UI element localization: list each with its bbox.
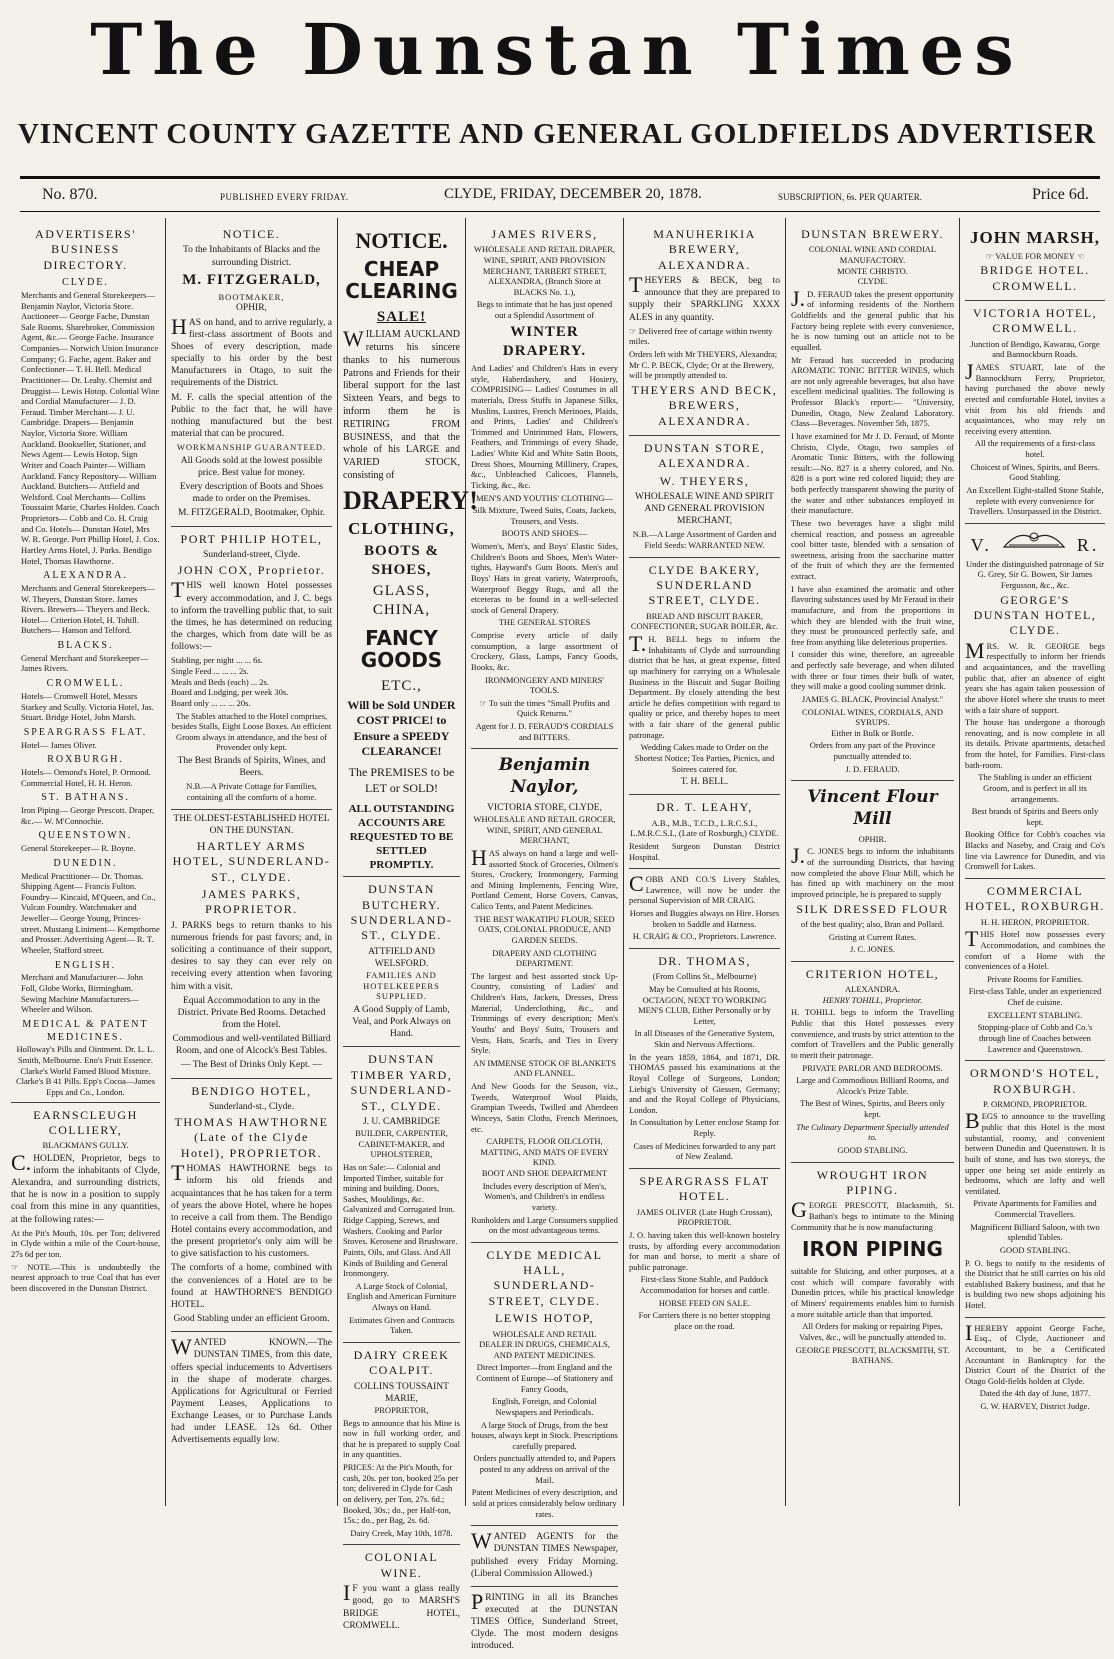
stuart-choice: Choicest of Wines, Spirits, and Beers. Good Stabling.	[970, 461, 1100, 483]
dairy-prices: PRICES: At the Pit's Mouth, for cash, 20s. per ton, booked 25s per ton; delivered in Clyde for Cash on delivery, per Ton, 27s. 6d.; Booked, 30s.; do., per Half-ton, 15s.; do., per Bag, 2s. 6d.	[343, 1462, 459, 1526]
bakery-body: T.H. BELL begs to inform the Inhabitants of Clyde and surrounding district that he has, at great expense, fitted up machinery for carrying on a Wholesale Business in the Biscuit and Sugar Boiling Department. By closely attending the best article he defies competition with regard to quality or price, and thereby hopes to meet with a fair share of the general public patronage.	[629, 631, 780, 740]
george-body: MRS. W. R. GEORGE begs respectfully to inform her friends and acquaintances, and the travelling public that, after an absence of eight years she has again taken possession of the above Hotel where she trusts to meet with a fair share of support.	[965, 637, 1105, 715]
brewery-body: THEYERS & BECK, beg to announce that they are prepared to supply their SPARKLING XXXX ALES in any quantity.	[629, 272, 780, 323]
dairy-title: DAIRY CREEK COALPIT.	[353, 1347, 450, 1378]
port-nb: N.B.—A Private Cottage for Families, containing all the comforts of a home.	[186, 781, 317, 802]
commercial-heron: H. H. HERON, PROPRIETOR.	[980, 916, 1090, 927]
rivers-motto: ☞ To suit the times "Small Profits and Quick Returns."	[479, 697, 610, 719]
criterion-stabling: GOOD STABLING.	[837, 1144, 908, 1155]
fitz-body2: M. F. calls the special attention of the Public to the fact that, he will have nothing manufactured but the best material that can be procured.	[171, 392, 332, 440]
advert-vincent-flour-mill	[791, 781, 954, 961]
ormond-body: BEGS to announce to the travelling public that this Hotel is the most substantial, roomy, and convenient between Dunedin and Queenstown. It is built of stone, and has two storeys, the upper one being set aside entirely as bedrooms, which are lofty and well ventilated.	[965, 1108, 1105, 1196]
auckland-fancy: FANCY GOODS	[360, 625, 443, 672]
dairy-prop: PROPRIETOR,	[374, 1404, 429, 1415]
ormond-po: P. O. begs to notify to the residents of the District that he still carries on his old established Bakery business, and that he is building two new shops adjoining his Hotel.	[965, 1257, 1105, 1311]
heron-table: First-class Table, under an experienced Chef de cuisine.	[968, 986, 1102, 1008]
dunstan-store-owner: W. THEYERS,	[659, 473, 750, 488]
feraud-cordials: COLONIAL WINES, CORDIALS, AND SYRUPS.	[802, 706, 943, 728]
timber-title: DUNSTAN TIMBER YARD, SUNDERLAND-ST., CLYDE.	[350, 1052, 453, 1113]
advert-colonial-wine	[343, 1545, 460, 1637]
dateline	[20, 186, 1100, 208]
auckland-premises: The PREMISES to be LET or SOLD!	[348, 765, 455, 795]
naylor-drapery: DRAPERY AND CLOTHING DEPARTMENT.	[492, 947, 597, 969]
brewery-sign: THEYERS AND BECK, BREWERS, ALEXANDRA.	[631, 382, 778, 428]
thomas-from: (From Collins St., Melbourne)	[652, 971, 757, 982]
port-street: Sunderland-street, Clyde.	[203, 549, 300, 560]
speargrass-body: J. O. having taken this well-known hostelry trusts, by affording every accommodation for man and horse, to merit a share of public patronage.	[629, 1229, 780, 1272]
rivers-agent: Agent for J. D. FERAUD'S CORDIALS and BITTERS.	[475, 721, 614, 742]
advert-hartley-arms	[171, 810, 332, 1079]
issue-date: CLYDE, FRIDAY, DECEMBER 20, 1878.	[444, 186, 702, 202]
auckland-cheap: CHEAP CLEARING	[345, 257, 458, 304]
advert-benjamin-naylor	[471, 749, 618, 1242]
directory-section-queenstown: QUEENSTOWN.	[38, 830, 133, 842]
marsh-bridge-hotel: BRIDGE HOTEL. CROMWELL.	[980, 263, 1090, 293]
stuart-stable: An Excellent Eight-stalled Stone Stable, replete with every convenience for Travellers. Unsurpassed in the District.	[966, 484, 1104, 517]
george-brands: Best brands of Spirits and Beers only kept.	[971, 806, 1099, 827]
masthead-rule	[20, 176, 1100, 179]
criterion-tohill: HENRY TOHILL, Proprietor.	[822, 994, 923, 1005]
advert-manuherikia-brewery	[629, 222, 780, 436]
advert-port-philip-hotel	[171, 527, 332, 810]
directory-section-roxburgh: ROXBURGH.	[47, 754, 124, 766]
george-patronage: Under the distinguished patronage of Sir G. Grey, Sir G. Bowen, Sir James Fergusson, &c., &c.	[965, 558, 1105, 591]
stuart-body: JAMES STUART, late of the Bannockburn Ferry, Proprietor, having purchased the above newly erected and comfortable Hotel, invites a visit from his old friends and acquaintances, who may rely on receiving every attention.	[965, 359, 1105, 436]
rivers-mens: MEN'S AND YOUTHS' CLOTHING—	[475, 492, 614, 503]
fitz-every: Every description of Boots and Shoes made to order on the Premises.	[179, 482, 324, 505]
fitz-trade: BOOTMAKER,	[218, 291, 285, 302]
bendigo-owner: THOMAS HAWTHORNE (Late of the Clyde Hotel), PROPRIETOR.	[174, 1115, 329, 1160]
fitz-name: M. FITZGERALD,	[182, 271, 321, 288]
thomas-consult: In Consultation by Letter enclose Stamp for Reply.	[629, 1117, 780, 1139]
advert-dunstan-butchery	[343, 877, 460, 1047]
advert-dr-leahy	[629, 795, 780, 869]
george-title: GEORGE'S DUNSTAN HOTEL, CLYDE.	[973, 592, 1097, 638]
column-2	[166, 218, 338, 1506]
dairy-name: COLLINS TOUSSAINT MARIE,	[354, 1381, 449, 1404]
advert-ormonds-hotel	[965, 1061, 1105, 1318]
hotop-stock: A large Stock of Drugs, from the best houses, always kept in Stock. Prescriptions carefully prepared.	[471, 1419, 618, 1451]
published-note: PUBLISHED EVERY FRIDAY.	[220, 192, 349, 202]
naylor-title: Benjamin Naylor,	[498, 755, 591, 798]
bendigo-body: THOMAS HAWTHORNE begs to inform his old friends and acquaintances that he has taken for a term of years the above Hotel, where he hopes to receive a call from them. The Bendigo Hotel contains every accommodation, and the present proprietor's only aim will be to give satisfaction to his customers.	[171, 1160, 332, 1260]
auckland-body: WILLIAM AUCKLAND returns his sincere thanks to his numerous Patrons and Friends for their liberal support for the last Sixteen Years, and begs to inform them he is RETIRING FROM BUSINESS, and that the whole of his LARGE and VARIED STOCK, consisting of	[343, 326, 460, 482]
rivers-ironmongery: IRONMONGERY AND MINERS' TOOLS.	[485, 674, 604, 696]
crest-v: V.	[970, 534, 992, 555]
auckland-accounts: ALL OUTSTANDING ACCOUNTS ARE REQUESTED TO BE SETTLED PROMPTLY.	[348, 802, 455, 872]
heron-stabling: EXCELLENT STABLING.	[987, 1009, 1083, 1020]
ormond-owner: P. ORMOND, PROPRIETOR.	[983, 1098, 1087, 1109]
port-rate: Meals and Beds (each) ... 2s.	[171, 676, 269, 687]
feraud-monte: MONTE CHRISTO.	[837, 265, 908, 276]
column-7	[960, 218, 1110, 1506]
feraud-body2: Mr Feraud has succeeded in producing AROMATIC TONIC BITTER WINES, which are not only agreeable beverages, but also have excellent medicinal qualities. The following is Professor Black's report:— "University, Dunedin, Otago, New Zealand Laboratory. Class—Beverages. November 5th, 1875.	[791, 354, 954, 429]
auckland-sold: Will be Sold UNDER COST PRICE! to Ensure a SPEEDY CLEARANCE!	[347, 697, 456, 758]
column-6	[786, 218, 960, 1506]
harvey-date: Dated the 4th day of June, 1877.	[979, 1388, 1091, 1399]
hartley-commodious: Commodious and well-ventilated Billiard Room, and one of Alcock's Best Tables.	[172, 1034, 331, 1057]
bakery-sign: T. H. BELL.	[680, 777, 729, 788]
advert-harvey-notice	[965, 1318, 1105, 1418]
butchery-title: DUNSTAN BUTCHERY. SUNDERLAND-ST., CLYDE.	[350, 882, 453, 943]
advert-georges-hotel	[965, 524, 1105, 879]
newspaper-title: The Dunstan Times	[90, 8, 1024, 91]
speargrass-owner: JAMES OLIVER (Late Hugh Crossan), PROPRIETOR.	[636, 1206, 773, 1228]
fitz-body: HAS on hand, and to arrive regularly, a first-class assortment of Boots and Shoes of every description, made specially to his order by the best Manufacturers in Otago, to suit the requirements of the District.	[171, 313, 332, 389]
harvey-sign: G. W. HARVEY, District Judge.	[980, 1401, 1090, 1412]
thomas-title: DR. THOMAS,	[658, 953, 751, 968]
wanted-body: WANTED KNOWN.—The DUNSTAN TIMES, from this date, offers special inducements to Advertisers in the shape of moderate charges. Applications for Agricultural or Ferried Payment Leases, Applications to Exchange Leases, or to Purchase Lands had under LEASE. 12s 6d. Other Advertisements equally low.	[171, 1334, 332, 1446]
butchery-body: A Good Supply of Lamb, Veal, and Pork Always on Hand.	[352, 1005, 451, 1040]
fitz-place: OPHIR,	[236, 303, 267, 314]
business-directory	[11, 222, 160, 1103]
royal-crest	[965, 527, 1105, 557]
criterion-body: H. TOHILL begs to inform the Travelling Public that this Hotel possesses every convenience, and trusts by strict attention to the comfort of Travellers and the Public generally to merit their patronage.	[791, 1007, 954, 1060]
advert-criterion-hotel	[791, 962, 954, 1163]
rivers-body: Begs to intimate that he has just opened out a Splendid Assortment of	[476, 299, 613, 321]
dunstan-store-trade: WHOLESALE WINE AND SPIRIT AND GENERAL PROVISION MERCHANT,	[635, 491, 774, 527]
subscription-note: SUBSCRIPTION, 6s. PER QUARTER.	[778, 192, 922, 202]
colonial-title: COLONIAL WINE AND CORDIAL MANUFACTORY.	[808, 244, 937, 265]
port-rate: Board only ... ... ... 20s.	[171, 697, 251, 708]
port-owner: JOHN COX, Proprietor.	[177, 563, 326, 578]
prescott-sign: GEORGE PRESCOTT, BLACKSMITH, ST. BATHANS.	[795, 1344, 950, 1366]
port-rate: Board and Lodging, per week 30s.	[171, 687, 289, 698]
naylor-carpets: CARPETS, FLOOR OILCLOTH, MATTING, AND MATS OF EVERY KIND.	[480, 1136, 609, 1168]
criterion-culinary: The Culinary Department Specially attended to.	[796, 1121, 949, 1143]
dateline-rule	[20, 211, 1100, 212]
naylor-blankets: AN IMMENSE STOCK OF BLANKETS AND FLANNEL.	[473, 1057, 616, 1079]
agents-body: WANTED AGENTS for the DUNSTAN TIMES Newspaper, published every Friday Morning. (Liberal Commission Allowed.)	[471, 1528, 618, 1579]
earnscleugh-rates: At the Pit's Mouth, 10s. per Ton; delivered in Clyde within a mile of the Court-house, 27s 6d per ton.	[11, 1227, 160, 1260]
thomas-diseases: In all Diseases of the Generative System, Skin and Nervous Affections.	[634, 1028, 775, 1050]
bakery-trade: BREAD AND BISCUIT BAKER, CONFECTIONER, SUGAR BOILER, &c.	[630, 610, 779, 632]
silk-flour: SILK DRESSED FLOUR	[796, 901, 949, 916]
jones-sign: J. C. JONES.	[849, 944, 896, 955]
prescott-orders: All Orders for making or repairing Pipes, Valves, &c., will be punctually attended to.	[799, 1321, 946, 1342]
hartley-title: HARTLEY ARMS HOTEL, SUNDERLAND-ST., CLYDE.	[172, 838, 331, 884]
advert-commercial-hotel	[965, 879, 1105, 1061]
speargrass-stable: First-class Stone Stable, and Paddock Accommodation for horses and cattle.	[639, 1274, 770, 1295]
fitz-sign: M. FITZGERALD, Bootmaker, Ophir.	[177, 508, 326, 519]
issue-number: No. 870.	[42, 186, 98, 203]
naylor-drapery-body: The largest and best assorted stock Up-Country, consisting of Ladies' and Children's Hats, Jackets, Dresses, Dress Material, Underclothing, &c., and Trimmings of every description; Men's Youths' and Boys' Suits, Trousers and Vests, Hats, Scarfs, and Ties in Every Style.	[471, 970, 618, 1056]
page-columns	[6, 218, 1110, 1652]
fitz-guaranteed: WORKMANSHIP GUARANTEED.	[176, 442, 327, 453]
naylor-sub: WHOLESALE AND RETAIL GROCER, WINE, SPIRIT, AND GENERAL MERCHANT,	[473, 814, 616, 846]
auckland-sale: SALE!	[376, 309, 427, 326]
crest-icon	[999, 527, 1069, 551]
advert-timber-yard	[343, 1047, 460, 1342]
directory-section-cromwell: CROMWELL.	[46, 678, 125, 690]
bakery-wedding: Wedding Cakes made to Order on the Shortest Notice; Tea Parties, Picnics, and Soirees catered for.	[634, 742, 775, 774]
directory-entries-dunedin: Medical Practitioner— Dr. Thomas. Shipping Agent— Francis Fulton. Foundry— Kincaid, M'Queen, and Co., Vulcan Foundry. Watchmaker and Jeweller— George Young, Princes-street. Mustang Liniment— Kempthorne and Prosser. Advertising Agent— R. T. Wheeler, Stafford street.	[21, 870, 160, 955]
directory-section-blacks: BLACKS.	[57, 640, 114, 652]
earnscleugh-body: C.HOLDEN, Proprietor, begs to inform the inhabitants of Clyde, Alexandra, and surrounding districts, that he is now in a position to supply coal from this mine in any quantities, at the following rates:—	[11, 1149, 160, 1225]
bendigo-body2: The comforts of a home, combined with the conveniences of a Hotel are to be found at HAWTHORNE'S BENDIGO HOTEL.	[171, 1263, 332, 1310]
criterion-wines: The Best of Wines, Spirits, and Beers only kept.	[800, 1098, 945, 1120]
leahy-quals: A.B., M.B., T.C.D., L.R.C.S.I., L.M.R.C.S.I., (Late of Roxburgh,) CLYDE.	[630, 817, 779, 839]
criterion-title: CRITERION HOTEL,	[805, 966, 940, 981]
ormond-stabling: GOOD STABLING.	[999, 1244, 1071, 1255]
speargrass-title: SPEARGRASS FLAT HOTEL.	[639, 1173, 770, 1204]
george-stabling: The Stabling is under an efficient Groom, and is perfect in all its arrangements.	[978, 772, 1092, 804]
speargrass-feed: HORSE FEED ON SALE.	[658, 1297, 751, 1308]
dairy-sign: Dairy Creek, May 10th, 1878.	[350, 1527, 453, 1538]
bendigo-title: BENDIGO HOTEL,	[191, 1083, 312, 1098]
directory-entries-queenstown: General Storekeeper— R. Boyne.	[21, 843, 136, 854]
heron-rooms: Private Rooms for Families.	[987, 973, 1083, 984]
hotop-orders: Orders punctually attended to, and Papers posted to any address on arrival of the Mail.	[473, 1453, 616, 1485]
directory-section-stbathans: ST. BATHANS.	[41, 792, 130, 804]
bendigo-street: Sunderland-st., Clyde.	[209, 1101, 294, 1112]
butchery-supplied: FAMILIES AND HOTELKEEPERS SUPPLIED.	[363, 970, 440, 1002]
stuart-req: All the requirements of a first-class hotel.	[974, 438, 1096, 460]
feraud-bulk: Either in Bulk or Bottle.	[831, 727, 914, 738]
wine-body: IF you want a glass really good, go to MARSH'S BRIDGE HOTEL, CROMWELL.	[343, 1580, 460, 1631]
cobb-body: COBB AND CO.'S Livery Stables, Lawrence, will now be under the personal Supervision of MR CRAIG.	[629, 871, 780, 906]
advert-lewis-hotop	[471, 1243, 618, 1526]
feraud-sign: J. D. FERAUD.	[845, 763, 900, 774]
column-directory	[6, 218, 166, 1506]
thomas-body: May be Consulted at his Rooms, OCTAGON, NEXT TO WORKING MEN'S CLUB, Either Personally or by Letter,	[638, 983, 771, 1026]
criterion-place: ALEXANDRA.	[844, 984, 900, 995]
advert-printing	[471, 1587, 618, 1659]
george-house: The house has undergone a thorough renovating, and is now complete in all its details. Private apartments, detached from the hotel, for Families. First-class bath-room.	[965, 717, 1105, 770]
column-4	[466, 218, 624, 1652]
port-brands: The Best Brands of Spirits, Wines, and Beers.	[177, 756, 326, 779]
advert-clyde-bakery	[629, 558, 780, 796]
rivers-stores: THE GENERAL STORES	[498, 617, 591, 628]
feraud-report: I have examined for Mr J. D. Feraud, of Monte Christo, Clyde, Otago, two samples of Aromatic Tonic Bitters, with the following result:—No. 827 is a sherry colored, and No. 828 is a port wine red colored liquid; they are both perfectly transparent showing the purity of the water and other substances employed in their manufacture.	[791, 430, 954, 516]
advert-dairy-creek	[343, 1343, 460, 1546]
feraud-report3: I have also examined the aromatic and other flavoring substances used by Mr Feraud in their manufacture, and from the proportions in which they are blended with the fruit wine, they must be pronounced perfectly safe, and free from anything like deleterious properties.	[791, 583, 954, 647]
advert-wanted-known	[171, 1332, 332, 1452]
directory-entries-blacks: General Merchant and Storekeeper— James Rivers.	[21, 652, 149, 674]
auckland-glass: GLASS, CHINA,	[372, 583, 431, 619]
criterion-billiard: Large and Commodious Billiard Rooms, and Alcock's Prize Table.	[796, 1075, 949, 1096]
naylor-flour: THE BEST WAKATIPU FLOUR, SEED OATS, COLONIAL PRODUCE, AND GARDEN SEEDS.	[474, 913, 615, 945]
fitz-goods: All Goods sold at the lowest possible price. Best value for money.	[180, 455, 323, 478]
crest-r: R.	[1076, 534, 1100, 555]
flour-place: OPHIR.	[858, 833, 887, 844]
timber-stock: A Large Stock of Colonial, English and American Furniture Always on Hand.	[346, 1280, 457, 1313]
leahy-title: DR. T. LEAHY,	[656, 800, 753, 815]
directory-entries-cromwell: Hotels— Cromwell Hotel, Messrs Starkey and Scully. Victoria Hotel, Jas. Stuart. Bridge Hotel, John Marsh.	[21, 690, 154, 723]
directory-entries-roxburgh: Hotels— Ormond's Hotel, P. Ormond. Commercial Hotel, H. H. Heron.	[21, 766, 151, 788]
dunstan-store-nb: N.B.—A Large Assortment of Garden and Field Seeds: WARRANTED NEW.	[632, 529, 777, 551]
criterion-parlor: PRIVATE PARLOR AND BEDROOMS.	[802, 1062, 943, 1073]
rivers-sub: WHOLESALE AND RETAIL DRAPER, WINE, SPIRIT, AND PROVISION MERCHANT, TARBERT STREET, ALEXANDRA, (Branch Store at BLACKS No. 1.),	[473, 244, 616, 297]
fitz-to-inhabitants: To the Inhabitants of Blacks and the surrounding District.	[182, 245, 321, 268]
masthead	[0, 0, 1114, 203]
feraud-orders: Orders from any part of the Province punctually attended to.	[809, 740, 936, 762]
port-body: THIS well known Hotel possesses every accommodation, and J. C. begs to inform the travelling public that, to suit the times, he has determined on reducing the charges, which from date will be as follows:—	[171, 577, 332, 653]
ormond-private: Private Apartments for Families and Commercial Travellers.	[973, 1198, 1097, 1220]
bakery-title: CLYDE BAKERY, SUNDERLAND STREET, CLYDE.	[648, 562, 761, 608]
rivers-mens-body: Silk Mixture, Tweed Suits, Coats, Jackets, Trousers, and Vests.	[472, 505, 617, 526]
timber-owner: J. U. CAMBRIDGE	[362, 1116, 441, 1127]
cobb-horses: Horses and Buggies always on Hire. Horses broken to Saddle and Harness.	[629, 908, 780, 929]
port-rate: Stabling, per night ... ... 6s.	[171, 655, 263, 666]
naylor-store: VICTORIA STORE, CLYDE,	[487, 802, 602, 813]
directory-section-dunedin: DUNEDIN.	[53, 857, 118, 869]
heron-stopping: Stopping-place of Cobb and Co.'s through line of Coaches between Lawrence and Queenstown.	[977, 1022, 1093, 1054]
prescott-body2: suitable for Sluicing, and other purposes, at a cost which will compare favorably with Dunedin prices, while his practical knowledge of Miners' requirements enables him to furnish a more suitable article than that imported.	[791, 1266, 954, 1319]
advert-bendigo-hotel	[171, 1079, 332, 1333]
thomas-years: In the years 1859, 1864, and 1871, DR. THOMAS passed his examinations at the Royal College of Surgeons, London; Liebig's University of Giessen, Germany; and and the Royal College of Physicians, London.	[629, 1051, 780, 1115]
hotop-patent: Patent Medicines of every description, and sold at prices considerably below ordinary rates.	[471, 1487, 618, 1519]
george-booking: Booking Office for Cobb's coaches via Blacks and Naseby, and Craig and Co's line via Lawrence for Dunedin, and via Cromwell for Lakes.	[965, 829, 1105, 872]
hotop-sub: WHOLESALE AND RETAIL	[492, 1328, 597, 1339]
rivers-winter: WINTER DRAPERY.	[502, 323, 587, 359]
feraud-body: J.D. FERAUD takes the present opportunity of informing residents of the Northern Goldfields and the general public that his Factory being replete with every convenience, he is now turning out an article not to be equalled.	[791, 285, 954, 352]
advert-john-marsh	[965, 222, 1105, 301]
marsh-value: ☞ VALUE FOR MONEY ☜	[985, 250, 1085, 261]
naylor-boot: BOOT AND SHOE DEPARTMENT	[481, 1168, 608, 1179]
printing-body: PRINTING in all its Branches executed at the DUNSTAN TIMES Office, Sunderland Street, Clyde. The most modern designs introduced.	[471, 1588, 618, 1652]
flour-title: Vincent Flour Mill	[807, 787, 938, 830]
dunstan-brewery: DUNSTAN BREWERY.	[801, 227, 944, 241]
directory-entries-english: Merchant and Manufacturer— John Foll, Globe Works, Birmingham. Sewing Machine Manufacturers— Wheeler and Wilson.	[21, 972, 144, 1015]
rivers-title: JAMES RIVERS,	[491, 227, 598, 241]
feraud-report2: These two beverages have a slight mild chemical reaction, and possess an agreeable cool bitter taste, blended with a sensation of sweetness, arising from the saccharine matter of the fruit of which they are the fermented extract.	[791, 517, 954, 582]
timber-body: Has on Sale:— Colonial and Imported Timber, suitable for mining and building. Doors, Sashes, Mouldings, &c. Galvanized and Corrugated Iron. Ridge Capping, Screws, and Washers. Cooking and Parlor Stoves. Kerosene and Brushware. Paints, Oils, and Glass. And All Kinds of Building and General Ironmongery.	[343, 1161, 458, 1279]
advert-cobb-and-co	[629, 869, 780, 949]
auckland-drapery: DRAPERY!	[343, 485, 478, 515]
advert-wanted-agents	[471, 1526, 618, 1587]
hartley-owner: JAMES PARKS, PROPRIETOR.	[201, 887, 302, 917]
bendigo-stabling: Good Stabling under an efficient Groom.	[173, 1314, 330, 1325]
directory-section-speargrass: SPEARGRASS FLAT.	[23, 726, 148, 738]
hartley-best: — The Best of Drinks Only Kept. —	[181, 1060, 322, 1071]
port-title: PORT PHILIP HOTEL,	[180, 531, 323, 546]
black-sign: JAMES G. BLACK, Provincial Analyst."	[801, 693, 944, 704]
hartley-equal: Equal Accommodation to any in the District. Private Bed Rooms. Detached from the Hotel.	[177, 995, 326, 1030]
rivers-boots-body: Women's, Men's, and Boys' Elastic Sides, Children's Boots and Shoes, Men's Water-tights, Hayward's Gum Boots. Men's and Boys' Hats in great variety, Waterproofs, Waterproof Beggy Rugs, and all the etceteras to be found in a well-selected stock of General Drapery.	[471, 541, 618, 615]
directory-entries-stbathans: Iron Piping— George Prescott. Draper, &c.— W. M'Connochie.	[21, 805, 155, 826]
heron-body: THIS Hotel now possesses every Accommodation, and combines the comfort of a Home with the conveniences of a Hotel.	[965, 926, 1105, 972]
leahy-body: Resident Surgeon Dunstan District Hospital.	[629, 840, 780, 862]
brewery-title: MANUHERIKIA BREWERY, ALEXANDRA.	[653, 227, 756, 272]
rivers-list: And Ladies' and Children's Hats in every style, Haberdashery, and Hosiery, COMPRISING— Ladies' Costumes in all materials, Dress Stuffs in Japanese Silks, Muslins, Lustres, French Merinoes, Plaids, and Prints, Ladies' and Children's Trimmed and Untrimmed Hats, Flowers, Feathers, and Trimmings of every Shade, Ladies' White Kid and White Satin Boots, Dress Shoes, Mourning Millinery, Crapes, &c., Unbleached Calicoes, Flannels, Ticking, &c., &c.	[471, 363, 618, 490]
directory-section-english: ENGLISH.	[54, 959, 117, 971]
port-stables: The Stables attached to the Hotel comprises, besides Stalls, Eight Loose Boxes. An efficient Groom always in attendance, and the best of Provender only kept.	[171, 710, 332, 753]
timber-trades: BUILDER, CARPENTER, CABINET-MAKER, and UPHOLSTERER,	[355, 1128, 448, 1160]
butchery-owners: ATTFIELD AND WELSFORD.	[368, 946, 435, 969]
thomas-cases: Cases of Medicines forwarded to any part of New Zealand.	[633, 1140, 776, 1162]
directory-section-medical: MEDICAL & PATENT MEDICINES.	[22, 1018, 149, 1043]
hartley-intro: THE OLDEST-ESTABLISHED HOTEL ON THE DUNSTAN.	[173, 813, 330, 836]
rivers-stores-body: Comprise every article of daily consumption, a large assortment of Crockery, Glass, Lamps, Fancy Goods, Books, &c.	[471, 630, 618, 672]
harvey-body: IHEREBY appoint George Fache, Esq., of Clyde, Auctioneer and Accountant, to be a Certificated Accountant in Bankruptcy for the District Court of the District of the Otago Gold-fields holden at Clyde.	[965, 1319, 1105, 1386]
advert-victoria-hotel	[965, 301, 1105, 524]
directory-heading: ADVERTISERS' BUSINESS DIRECTORY.	[35, 227, 136, 272]
fitz-notice: NOTICE.	[222, 227, 281, 241]
directory-entries-alexandra: Merchants and General Storekeepers— W. Theyers, Dunstan Store. James Rivers. Brewers— Theyers and Beck. Hotel— Criterion Hotel, H. Tohill. Butchers— Hanson and Telford.	[21, 582, 155, 636]
prescott-body: GEORGE PRESCOTT, Blacksmith, St. Bathan's begs to intimate to the Mining Community that he is now manufacturing	[791, 1197, 954, 1232]
dairy-body: Begs to announce that his Mine is now in full working order, and that he is prepared to supply Coal in any quantities.	[343, 1417, 460, 1460]
brewery-orders: Orders left with Mr THEYERS, Alexandra; Mr C. P. BECK, Clyde; Or at the Brewery, will be promptly attended to.	[629, 348, 778, 381]
naylor-runholders: Runholders and Large Consumers supplied on the most advantageous terms.	[471, 1214, 618, 1236]
advert-auckland-sale	[343, 222, 478, 877]
directory-entries-clyde: Merchants and General Storekeepers— Benjamin Naylor, Victoria Store. Auctioneer— George Fache, Dunstan Sale Rooms. Sharebroker, Commission Agent, &c.— George Fache. Insurance Companies— Norwich Union Insurance Company; G. Fache, agent. Baker and Confectioner— T. H. Bell. Medical Practitioner— Dr. Leahy. Chemist and Druggist— Lewis Hotop. Colonial Wine and Cordial Manufacturer— J. D. Feraud. Timber Merchant— J. U. Cambridge. Drapers— Benjamin Naylor, Victoria Store. William Auckland. Bookseller, Stationer, and News Agent— Lewis Hotop. Sign Writer and Coach Painter— William Auckland. Fancy Repository— William Auckland. Butchers— Attfield and Welsford. Coal Merchants— Collins Toussaint Marie, Charles Holden. Coach Proprietors— Cobb and Co. H. Craig and Co. Hotels— Dunstan Hotel, Mrs W. R. George. Port Phillip Hotel, J. Cox. Hartley Arms Hotel, J. Parks. Bendigo Hotel, Thomas Hawthorne.	[21, 289, 160, 566]
hotop-papers: English, Foreign, and Colonial Newspapers and Periodicals.	[492, 1396, 597, 1417]
naylor-new: And New Goods for the Season, viz., Tweeds, Waterproof Wool Plaids, Grampian Tweeds, Twilled and Aberdeen Winceys, Satin Cloths, French Merinoes, etc.	[471, 1081, 618, 1134]
wrought-title: WROUGHT IRON PIPING.	[816, 1167, 929, 1197]
marsh-title: JOHN MARSH,	[970, 228, 1100, 247]
brewery-delivery: ☞ Delivered free of cartage within twenty miles.	[629, 325, 773, 347]
advert-dr-thomas	[629, 949, 780, 1169]
victoria-title: VICTORIA HOTEL, CROMWELL.	[972, 306, 1098, 336]
issue-price: Price 6d.	[1032, 186, 1089, 203]
wine-title: COLONIAL WINE.	[364, 1550, 439, 1580]
auckland-boots: BOOTS & SHOES,	[364, 542, 439, 579]
naylor-body: HAS always on hand a large and well-assorted Stock of Groceries, Oilmen's Stores, Crockery, Ironmongery, Farming and Mining Implements, Fencing Wire, Portland Cement, Horse Covers, Canvas, Calico Tents, and Patent Medicines.	[471, 844, 618, 912]
column-5	[624, 218, 786, 1506]
hotop-trade: DEALER IN DRUGS, CHEMICALS, AND PATENT MEDICINES.	[478, 1339, 611, 1360]
hartley-body: J. PARKS begs to return thanks to his numerous friends for past favors; and, in soliciting a continuance of their support, desires to say they can ever rely on receiving every attention when favoring him with a visit.	[171, 920, 332, 992]
commercial-title: COMMERCIAL HOTEL, ROXBURGH.	[965, 883, 1105, 914]
auckland-etc: ETC.,	[381, 677, 422, 694]
cobb-sign: H. CRAIG & CO., Proprietors. Lawrence.	[632, 931, 777, 942]
advert-earnscleugh-colliery	[11, 1103, 160, 1300]
jones-body: J.C. JONES begs to inform the inhabitants of the surrounding Districts, that having now completed the above Flour Mill, which he has fitted up with machinery on the most improved principle, he is prepared to supply	[791, 843, 954, 899]
ormond-billiard: Magnificent Billiard Saloon, with two splendid Tables.	[970, 1221, 1100, 1243]
jones-quality: of the best quality; also, Bran and Pollard.	[800, 918, 945, 929]
ormond-title: ORMOND'S HOTEL, ROXBURGH.	[970, 1066, 1100, 1096]
iron-piping: IRON PIPING	[802, 1237, 943, 1262]
feraud-clyde: CLYDE.	[857, 276, 888, 287]
advert-speargrass-hotel	[629, 1169, 780, 1338]
medical-hall-title: CLYDE MEDICAL HALL, SUNDERLAND-STREET, CLYDE.	[486, 1247, 603, 1308]
newspaper-subtitle: VINCENT COUNTY GAZETTE AND GENERAL GOLDFIELDS ADVERTISER	[17, 118, 1097, 150]
naylor-boot-body: Includes every description of Men's, Women's, and Children's in endless variety.	[482, 1180, 607, 1212]
hotop-title: LEWIS HOTOP,	[494, 1311, 595, 1326]
earnscleugh-note: ☞ NOTE.—This is undoubtedly the nearest approach to true Coal that has ever been discovered in the Dunstan District.	[11, 1261, 160, 1293]
hotop-body: Direct Importer—from England and the Continent of Europe—of Stationery and Fancy Goods,	[476, 1362, 613, 1394]
earnscleugh-sub: BLACKMAN'S GULLY.	[42, 1140, 129, 1151]
gristing: Gristing at Current Rates.	[828, 931, 917, 942]
advert-iron-piping	[791, 1163, 954, 1372]
advert-james-rivers	[471, 222, 618, 749]
directory-entries-medical: Holloway's Pills and Ointment. Dr. L. L. Smith, Melbourne. Eno's Fruit Essence. Clarke's World Famed Blood Mixture. Clarke's B 41 Pills. Epp's Cocoa—James Epps and Co., London.	[15, 1044, 156, 1097]
advert-feraud-wines	[791, 222, 954, 781]
directory-section-alexandra: ALEXANDRA.	[43, 570, 128, 582]
column-3	[338, 218, 478, 1631]
dunstan-store-title: DUNSTAN STORE, ALEXANDRA.	[643, 440, 766, 471]
port-rate: Single Feed ... ... ... 2s.	[171, 666, 249, 677]
timber-estimates: Estimates Given and Contracts Taken.	[348, 1314, 455, 1336]
advert-dunstan-store	[629, 436, 780, 558]
directory-section-clyde: CLYDE.	[62, 277, 109, 289]
speargrass-carriers: For Carriers there is no better stopping place on the road.	[638, 1310, 771, 1331]
advert-fitzgerald	[171, 222, 332, 527]
directory-entries-speargrass: Hotel— James Oliver.	[21, 739, 97, 750]
auckland-notice: NOTICE.	[355, 228, 448, 253]
feraud-report4: I consider this wine, therefore, an agreeable and perfectly safe beverage, and when diluted with three or four times their bulk of water, they will make a good cooling summer drink.	[791, 649, 954, 692]
earnscleugh-title: EARNSCLEUGH COLLIERY,	[33, 1107, 138, 1137]
victoria-junction: Junction of Bendigo, Kawarau, Gorge and Bannockburn Roads.	[970, 338, 1100, 360]
auckland-clothing: CLOTHING,	[348, 519, 455, 539]
rivers-boots: BOOTS AND SHOES—	[501, 528, 588, 539]
